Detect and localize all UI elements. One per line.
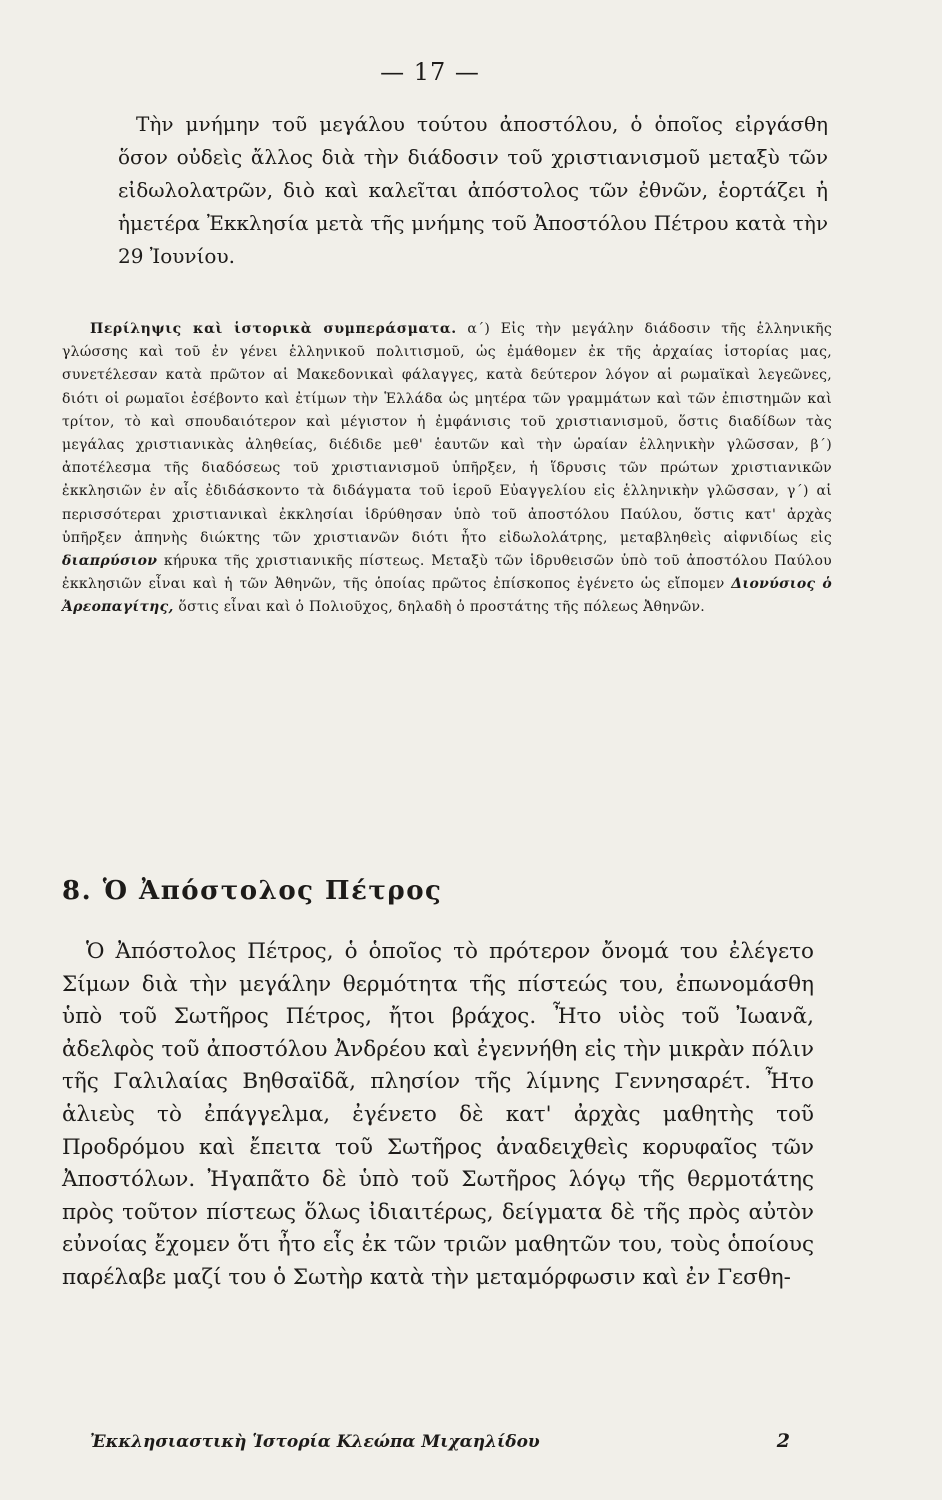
summary-text-2: κήρυκα τῆς χριστιανικῆς πίστεως. Μεταξὺ τῶν ἱδρυθεισῶν ὑπὸ τοῦ ἀποστόλου Παύλου ἐκκλησιῶν εἶναι καὶ ἡ τῶν Ἀθηνῶν, τῆς ὁποίας πρῶτος ἐπίσκοπος ἐγένετο ὡς εἴπομεν [62,553,832,593]
footer-title: Ἐκκλησιαστικὴ Ἱστορία Κλεώπα Μιχαηλίδου [90,1432,540,1452]
summary-lead: Περίληψις καὶ ἱστορικὰ συμπεράσματα. [90,321,457,337]
summary-paragraph [62,318,832,620]
summary-text-1: α΄) Εἰς τὴν μεγάλην διάδοσιν τῆς ἑλληνικῆς γλώσσης καὶ τοῦ ἐν γένει ἑλληνικοῦ πολιτισμοῦ, ὡς ἐμάθομεν ἐκ τῆς ἀρχαίας ἱστορίας μας, συνετέλεσαν κατὰ πρῶτον αἱ Μακεδονικαὶ φάλαγγες, κατὰ δεύτερον λόγον αἱ ρωμαϊκαὶ λεγεῶνες, διότι οἱ ρωμαῖοι ἐσέβοντο καὶ ἐτίμων τὴν Ἑλλάδα ὡς μητέρα τῶν γραμμάτων καὶ τῶν ἐπιστημῶν καὶ τρίτον, τὸ καὶ σπουδαιότερον καὶ μέγιστον ἡ ἐμφάνισις τοῦ χριστιανισμοῦ, ὅστις διαδίδων τὰς μεγάλας χριστιανικὰς ἀληθείας, διέδιδε μεθ' ἑαυτῶν καὶ τὴν ὡραίαν ἑλληνικὴν γλῶσσαν, β΄) ἀποτέλεσμα τῆς διαδόσεως τοῦ χριστιανισμοῦ ὑπῆρξεν, ἡ ἵδρυσις τῶν πρώτων χριστιανικῶν ἐκκλησιῶν ἐν αἷς ἐδιδάσκοντο τὰ διδάγματα τοῦ ἱεροῦ Εὐαγγελίου εἰς ἑλληνικὴν γλῶσσαν, γ΄) αἱ περισσότεραι χριστιανικαὶ ἐκκλησίαι ἱδρύθησαν ὑπὸ τοῦ ἀποστόλου Παύλου, ὅστις κατ' ἀρχὰς ὑπῆρξεν ἀπηνὴς διώκτης τῶν χριστιανῶν διότι ἦτο εἰδωλολάτρης, μεταβληθεὶς αἰφνιδίως εἰς [62,321,832,546]
page-footer [90,1432,790,1452]
page-number: — 17 — [380,58,480,86]
summary-emphasis-2: Διονύσιος ὁ Ἀρεοπαγίτης, [62,576,833,616]
summary-emphasis-1: διαπρύσιον [62,553,158,570]
section-heading: 8. Ὁ Ἀπόστολος Πέτρος [62,876,443,906]
intro-paragraph: Τὴν μνήμην τοῦ μεγάλου τούτου ἀποστόλου, ὁ ὁποῖος εἰργάσθη ὅσον οὐδεὶς ἄλλος διὰ τὴν διάδοσιν τοῦ χριστιανισμοῦ μεταξὺ τῶν εἰδωλολατρῶν, διὸ καὶ καλεῖται ἀπόστολος τῶν ἐθνῶν, ἑορτάζει ἡ ἡμετέρα Ἐκκλησία μετὰ τῆς μνήμης τοῦ Ἀποστόλου Πέτρου κατὰ τὴν 29 Ἰουνίου. [118,112,828,268]
signature-mark: 2 [776,1430,790,1452]
summary-text-3: ὅστις εἶναι καὶ ὁ Πολιοῦχος, δηλαδὴ ὁ προστάτης τῆς πόλεως Ἀθηνῶν. [173,599,706,616]
peter-paragraph: Ὁ Ἀπόστολος Πέτρος, ὁ ὁποῖος τὸ πρότερον ὄνομά του ἐλέγετο Σίμων διὰ τὴν μεγάλην θερμότητα τῆς πίστεώς του, ἐπωνομάσθη ὑπὸ τοῦ Σωτῆρος Πέτρος, ἤτοι βράχος. Ἦτο υἱὸς τοῦ Ἰωανᾶ, ἀδελφὸς τοῦ ἀποστόλου Ἀνδρέου καὶ ἐγεννήθη εἰς τὴν μικρὰν πόλιν τῆς Γαλιλαίας Βηθσαϊδᾶ, πλησίον τῆς λίμνης Γεννησαρέτ. Ἦτο ἁλιεὺς τὸ ἐπάγγελμα, ἐγένετο δὲ κατ' ἀρχὰς μαθητὴς τοῦ Προδρόμου καὶ ἔπειτα τοῦ Σωτῆρος ἀναδειχθεὶς κορυφαῖος τῶν Ἀποστόλων. Ἠγαπᾶτο δὲ ὑπὸ τοῦ Σωτῆρος λόγῳ τῆς θερμοτάτης πρὸς τοῦτον πίστεως ὅλως ἰδιαιτέρως, δείγματα δὲ τῆς πρὸς αὐτὸν εὐνοίας ἔχομεν ὅτι ἦτο εἷς ἐκ τῶν τριῶν μαθητῶν του, τοὺς ὁποίους παρέλαβε μαζί του ὁ Σωτὴρ κατὰ τὴν μεταμόρφωσιν καὶ ἐν Γεσθη- [62,939,814,1290]
